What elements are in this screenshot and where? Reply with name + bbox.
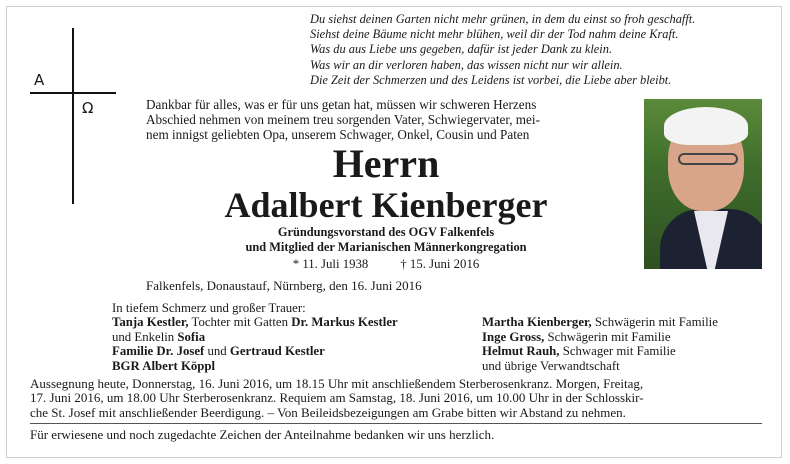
mourners-heading: In tiefem Schmerz und großer Trauer: [112, 301, 306, 315]
photo-hair [664, 107, 748, 145]
mourner-entry: Martha Kienberger, Schwägerin mit Familie [482, 315, 718, 330]
intro-text [146, 98, 626, 142]
life-dates: * 11. Juli 1938 † 15. Juni 2016 [292, 257, 480, 271]
mourner-entry: Familie Dr. Josef und Gertraud Kestler [112, 344, 325, 359]
divider [30, 423, 762, 424]
service-details [30, 377, 762, 420]
intro-line: Abschied nehmen von meinem treu sorgenden Vater, Schwiegervater, mei- [146, 111, 540, 127]
mourner-entry: Tanja Kestler, Tochter mit Gatten Dr. Markus Kestler [112, 315, 398, 330]
intro-line: Dankbar für alles, was er für uns getan hat, müssen wir schweren Herzens [146, 97, 537, 112]
portrait-photo [644, 99, 762, 269]
mourners-right [482, 315, 782, 373]
poem-line: Die Zeit der Schmerzen und des Leidens ist vorbei, die Liebe aber bleibt. [310, 72, 672, 87]
cross-horizontal-bar [30, 92, 116, 94]
mourner-entry: und übrige Verwandtschaft [482, 358, 620, 373]
photo-glasses [678, 153, 738, 165]
deceased-name: Adalbert Kienberger [224, 185, 548, 225]
mourner-entry: BGR Albert Köppl [112, 358, 216, 373]
place-date: Falkenfels, Donaustauf, Nürnberg, den 16. Juni 2016 [146, 278, 422, 293]
poem-line: Siehst deine Bäume nicht mehr blühen, weil dir der Tod nahm deine Kraft. [310, 27, 679, 42]
intro-line: nem innigst geliebten Opa, unserem Schwager, Onkel, Cousin und Paten [146, 126, 530, 142]
mourner-entry: Helmut Rauh, Schwager mit Familie [482, 344, 676, 359]
mourner-entry: Inge Gross, Schwägerin mit Familie [482, 329, 671, 344]
thanks-text: Für erwiesene und noch zugedachte Zeichen der Anteilnahme bedanken wir uns herzlich. [30, 427, 495, 442]
poem-line: Was wir an dir verloren haben, das wissen nicht nur wir allein. [310, 57, 623, 72]
service-line: Aussegnung heute, Donnerstag, 16. Juni 2016, um 18.15 Uhr mit anschließendem Sterberosenkranz. Morgen, Freitag, [30, 376, 644, 391]
role-line: Gründungsvorstand des OGV Falkenfels [277, 225, 495, 239]
role-line: und Mitglied der Marianischen Männerkongregation [245, 239, 527, 254]
omega-symbol: Ω [82, 99, 94, 117]
alpha-symbol: A [34, 71, 45, 89]
deceased-roles [146, 225, 626, 254]
mourner-entry: und Enkelin Sofia [112, 329, 206, 344]
poem [310, 12, 780, 88]
cross-vertical-bar [72, 28, 74, 204]
poem-line: Du siehst deinen Garten nicht mehr grünen, in dem du einst so froh geschafft. [310, 12, 696, 26]
service-line: che St. Josef mit anschließender Beerdigung. – Von Beileidsbezeigungen am Grabe bitten wir Abstand zu nehmen. [30, 404, 626, 420]
mourners-left [112, 301, 482, 373]
poem-line: Was du aus Liebe uns gegeben, dafür ist jeder Dank zu klein. [310, 42, 613, 57]
salutation: Herrn [332, 141, 440, 186]
service-line: 17. Juni 2016, um 18.00 Uhr Sterberosenkranz. Requiem am Samstag, 18. Juni 2016, um 10.00 Uhr in der Schlosskir- [30, 390, 644, 406]
